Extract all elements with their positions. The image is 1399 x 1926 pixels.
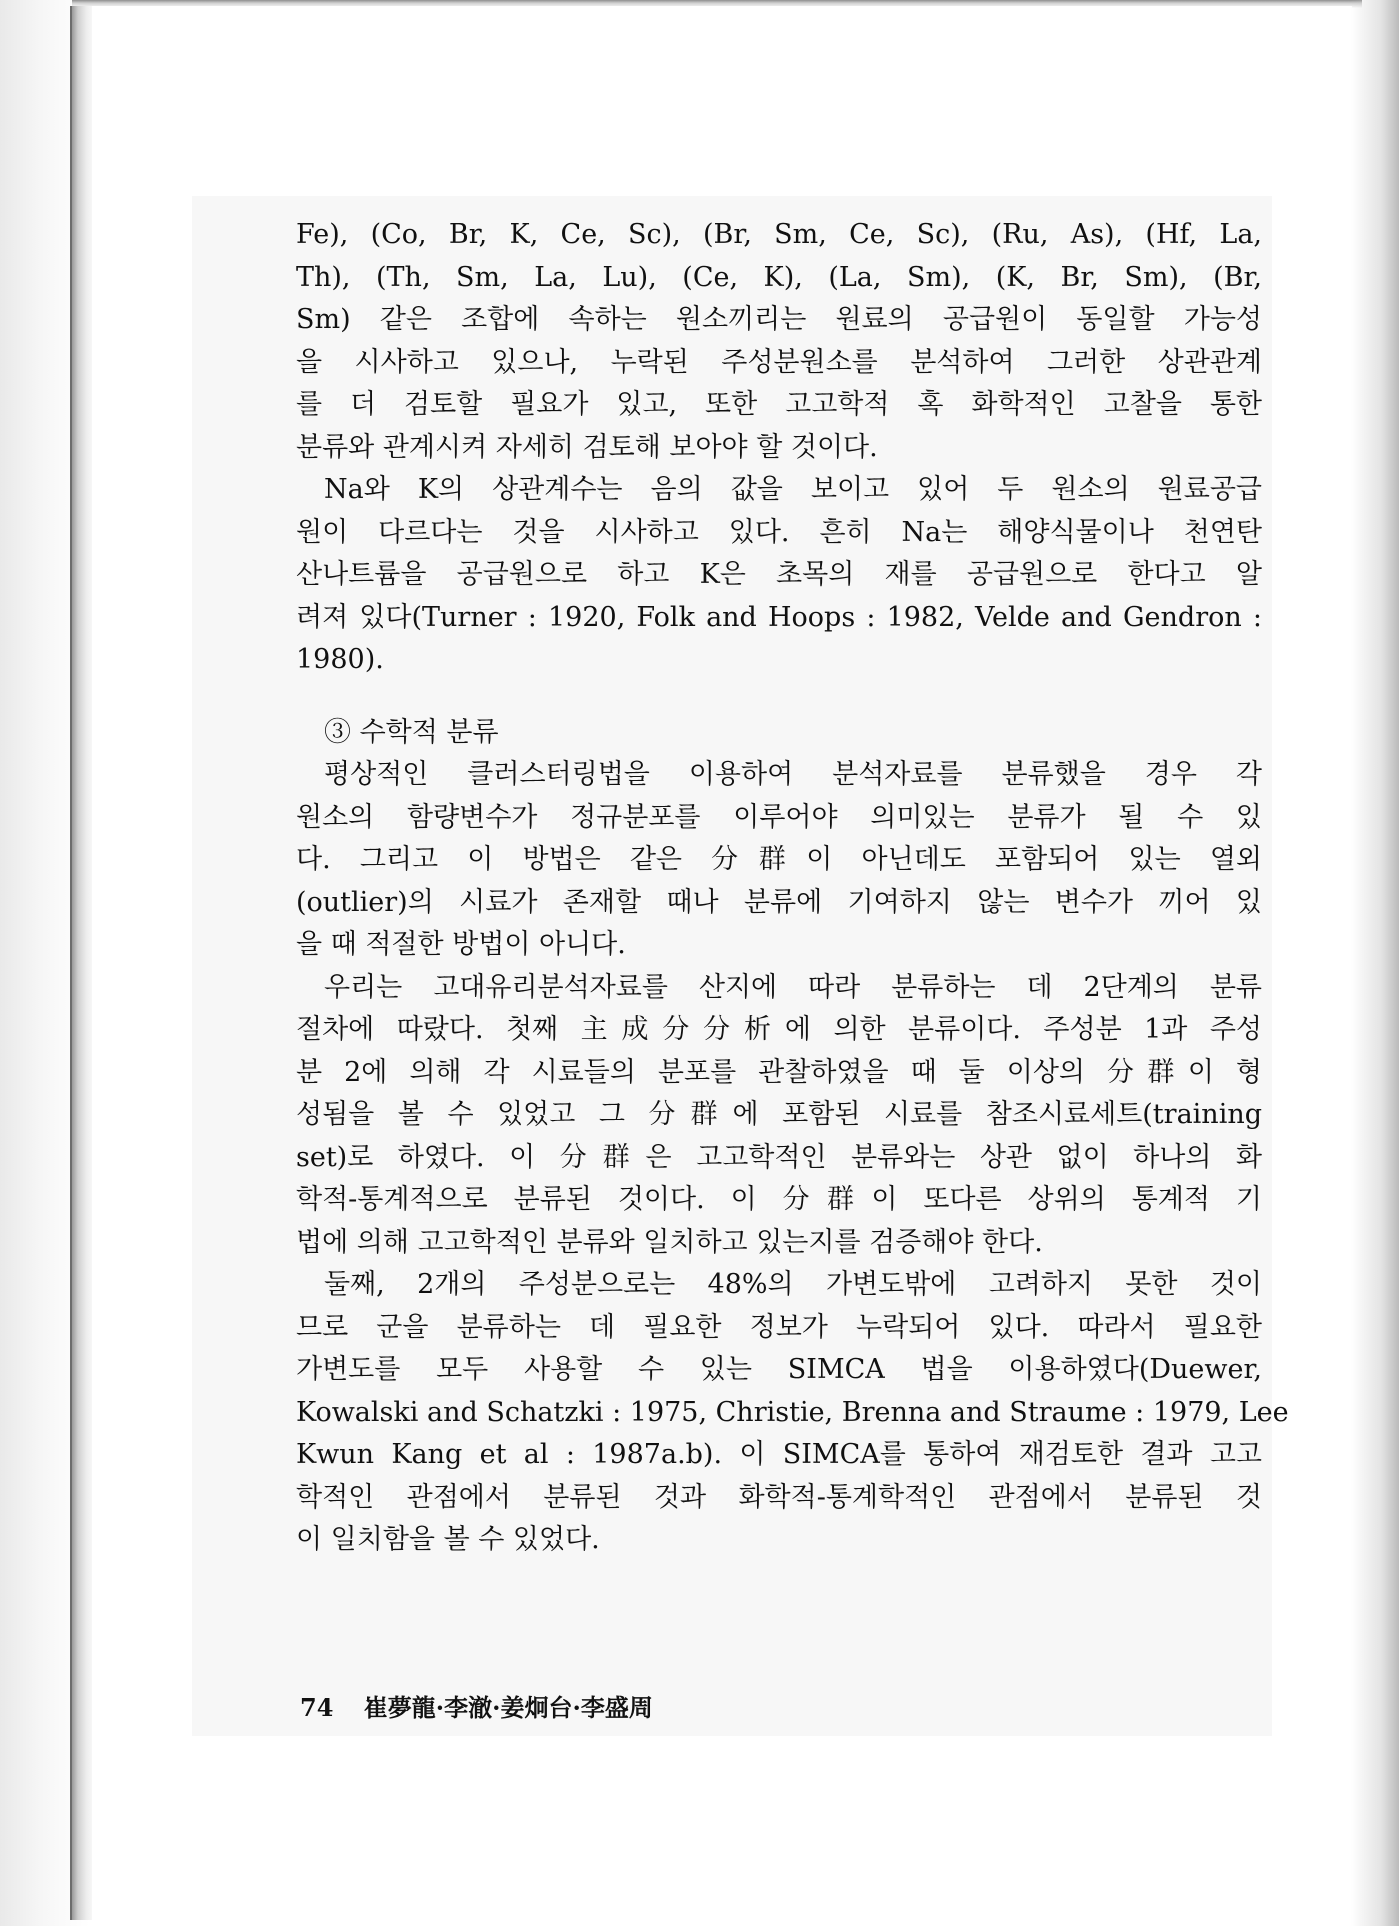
text-line: Kowalski and Schatzki : 1975, Christie, Brenna and Straume : 1979, Lee (296, 1396, 1289, 1428)
paragraph-5 (296, 1264, 1289, 1562)
text-line: set)로 하였다. 이 分群은 고고학적인 분류와는 상관 없이 하나의 화 (296, 1141, 1262, 1173)
text-line: 학적-통계적으로 분류된 것이다. 이 分群이 또다른 상위의 통계적 기 (296, 1184, 1262, 1215)
footer-authors: 崔夢龍·李澈·姜炯台·李盛周 (363, 1693, 653, 1722)
text-line: 분 2에 의해 각 시료들의 분포를 관찰하였을 때 둘 이상의 分群이 형 (296, 1056, 1262, 1088)
text-line: 평상적인 클러스터링법을 이용하여 분석자료를 분류했을 경우 각 (324, 759, 1262, 790)
text-line: 을 때 적절한 방법이 아니다. (296, 929, 626, 960)
text-line: 성됨을 볼 수 있었고 그 分群에 포함된 시료를 참조시료세트(training (296, 1099, 1262, 1130)
page-shadow (1351, 0, 1399, 1926)
text-line: 산나트륨을 공급원으로 하고 K은 초목의 재를 공급원으로 한다고 알 (296, 559, 1262, 590)
text-line: Kwun Kang et al : 1987a.b). 이 SIMCA를 통하여 재검토한 결과 고고 (296, 1439, 1262, 1470)
text-line: 학적인 관점에서 분류된 것과 화학적-통계학적인 관점에서 분류된 것 (296, 1481, 1262, 1513)
text-line: Sm) 같은 조합에 속하는 원소끼리는 원료의 공급원이 동일할 가능성 (296, 304, 1262, 335)
text-line: (outlier)의 시료가 존재할 때나 분류에 기여하지 않는 변수가 끼어 있 (296, 886, 1262, 918)
section-heading: ③ 수학적 분류 (324, 716, 499, 748)
text-line: 가변도를 모두 사용할 수 있는 SIMCA 법을 이용하였다(Duewer, (296, 1354, 1262, 1385)
text-line: Na와 K의 상관계수는 음의 값을 보이고 있어 두 원소의 원료공급 (324, 474, 1262, 505)
text-line: Fe), (Co, Br, K, Ce, Sc), (Br, Sm, Ce, Sc), (Ru, As), (Hf, La, (296, 219, 1262, 250)
paragraph-1 (296, 214, 1262, 469)
text-line: 려져 있다(Turner : 1920, Folk and Hoops : 1982, Velde and Gendron : (296, 601, 1262, 633)
text-line: 분류와 관계시켜 자세히 검토해 보아야 할 것이다. (296, 431, 878, 463)
text-line: 우리는 고대유리분석자료를 산지에 따라 분류하는 데 2단계의 분류 (324, 971, 1262, 1003)
page-body-text (296, 214, 1289, 1562)
text-line: 를 더 검토할 필요가 있고, 또한 고고학적 혹 화학적인 고찰을 통한 (296, 389, 1262, 420)
paragraph-4 (296, 967, 1262, 1265)
text-line: 원소의 함량변수가 정규분포를 이루어야 의미있는 분류가 될 수 있 (296, 801, 1262, 833)
text-line: 절차에 따랐다. 첫째 主成分分析에 의한 분류이다. 주성분 1과 주성 (296, 1014, 1262, 1045)
text-line: 다. 그리고 이 방법은 같은 分群이 아닌데도 포함되어 있는 열외 (296, 844, 1262, 875)
page-footer (300, 1688, 653, 1723)
text-line: Th), (Th, Sm, La, Lu), (Ce, K), (La, Sm), (K, Br, Sm), (Br, (296, 261, 1262, 293)
text-line: 므로 군을 분류하는 데 필요한 정보가 누락되어 있다. 따라서 필요한 (296, 1311, 1262, 1343)
text-line: 원이 다르다는 것을 시사하고 있다. 흔히 Na는 해양식물이나 천연탄 (296, 516, 1262, 548)
page-number: 74 (300, 1693, 334, 1722)
text-line: 을 시사하고 있으나, 누락된 주성분원소를 분석하여 그러한 상관관계 (296, 346, 1262, 378)
text-line: 둘째, 2개의 주성분으로는 48%의 가변도밖에 고려하지 못한 것이 (324, 1269, 1262, 1300)
text-line: 법에 의해 고고학적인 분류와 일치하고 있는지를 검증해야 한다. (296, 1226, 1043, 1258)
text-line: 이 일치함을 볼 수 있었다. (296, 1524, 600, 1555)
text-line: 1980). (296, 644, 384, 675)
paragraph-2 (296, 469, 1262, 682)
section-gap (296, 682, 1262, 712)
paragraph-3 (296, 754, 1262, 967)
